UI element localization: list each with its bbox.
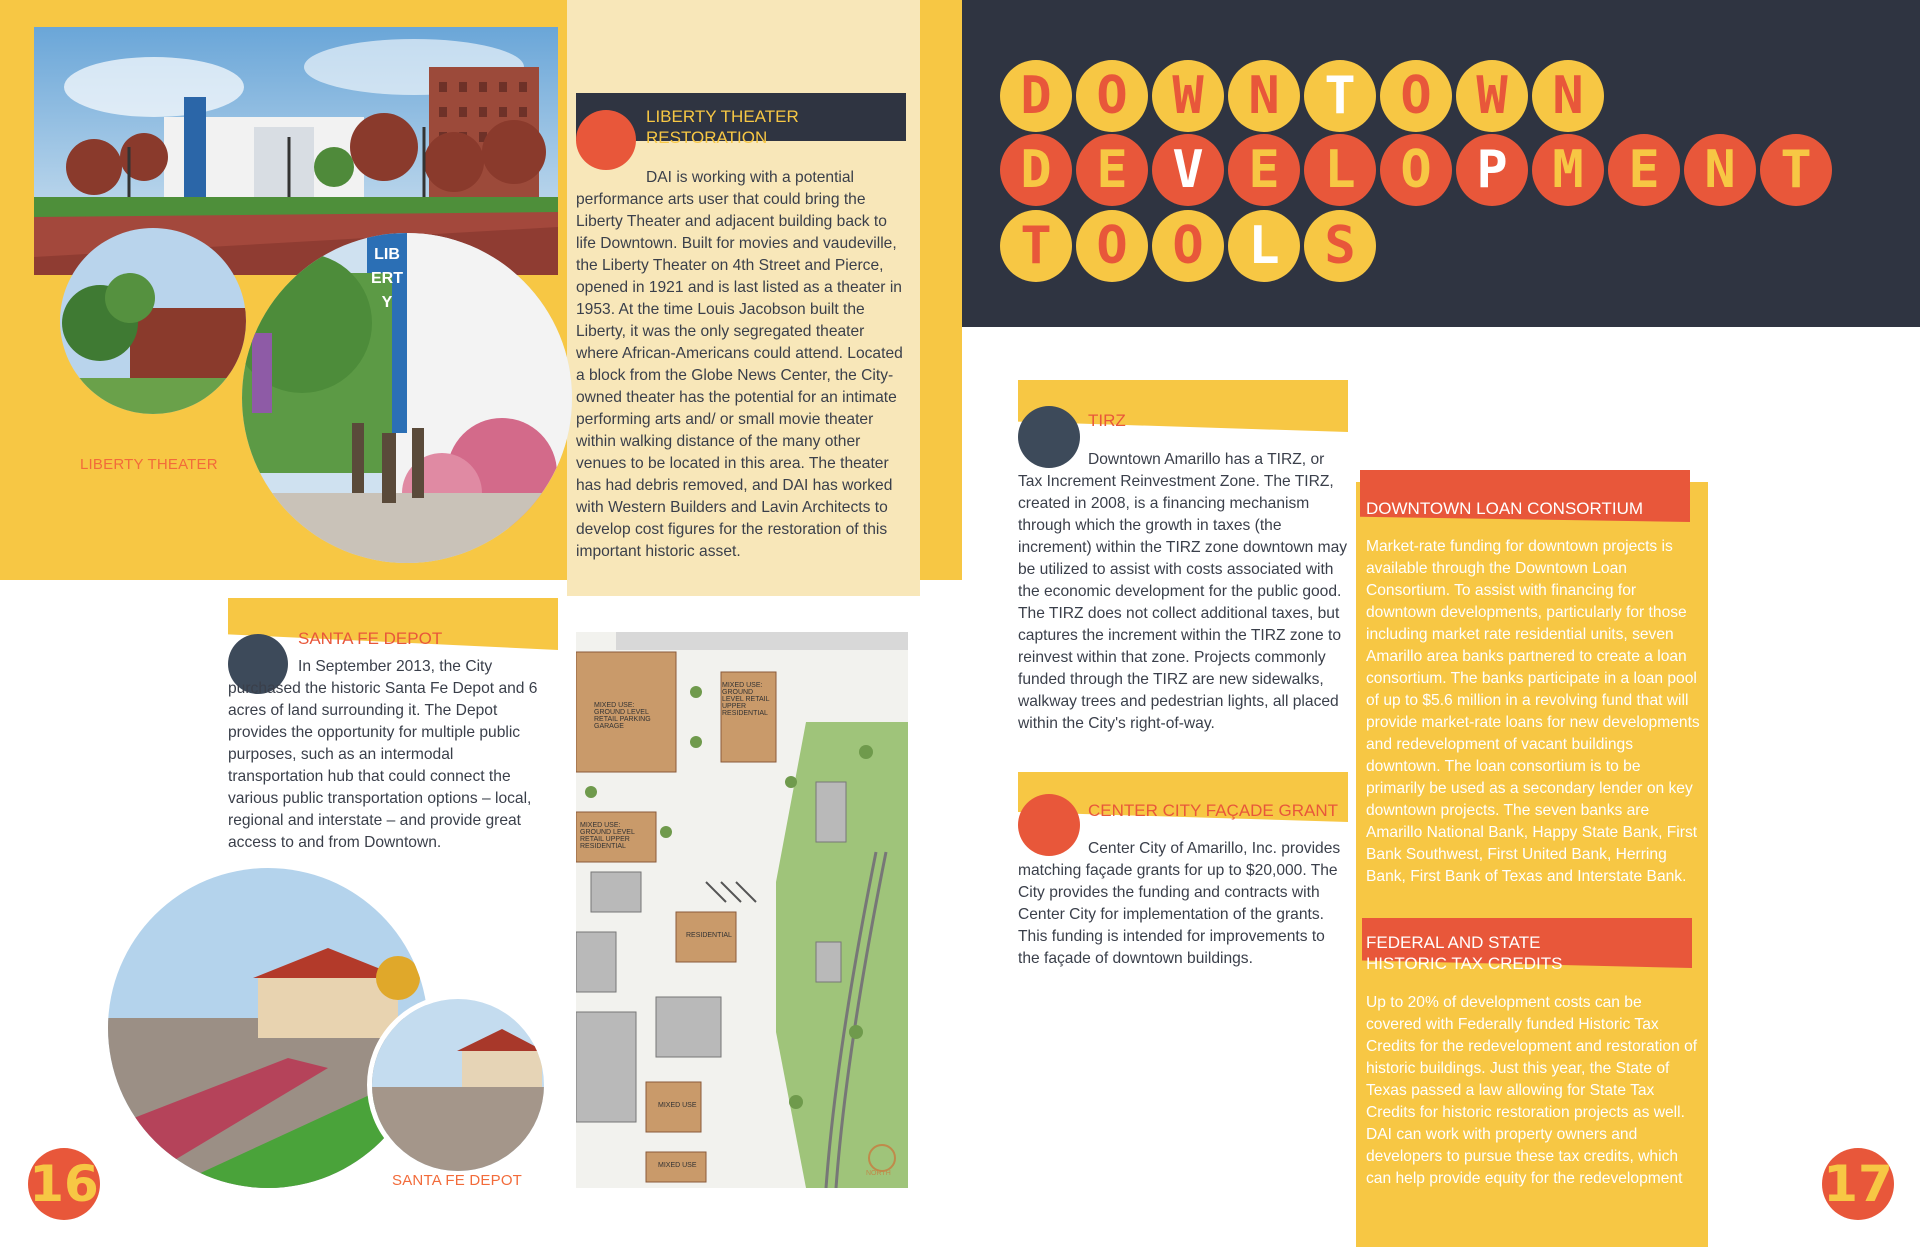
title-letter: D: [1000, 60, 1072, 132]
liberty-photo-caption: LIBERTY THEATER: [80, 456, 218, 473]
title-letter: L: [1304, 134, 1376, 206]
historic-body: Up to 20% of development costs can be covered with Federally funded Historic Tax Credits for the redevelopment and restoration of historic buildings. Just this year, the State of Texas passed a law allowing for State Tax Credits for historic restoration projects as well. DAI can work with property owners and developers to pursue these tax credits, which can help provide equity for the redevelopment: [1366, 994, 1698, 1187]
title-letter: W: [1456, 60, 1528, 132]
liberty-side-circle-photo: [60, 228, 246, 414]
title-letter: L: [1228, 210, 1300, 282]
title-letter: O: [1152, 210, 1224, 282]
site-plan-label-2: MIXED USE: GROUND LEVEL RETAIL UPPER RESIDENTIAL: [722, 682, 770, 717]
title-letter: T: [1304, 60, 1376, 132]
loan-heading: DOWNTOWN LOAN CONSORTIUM: [1366, 499, 1644, 518]
liberty-heading: LIBERTY THEATER RESTORATION: [646, 107, 799, 147]
site-plan-label-5: MIXED USE: [658, 1102, 697, 1109]
site-plan-label-6: MIXED USE: [658, 1162, 697, 1169]
site-plan-label-1: MIXED USE: GROUND LEVEL RETAIL PARKING GARAGE: [594, 702, 651, 730]
title-letter: N: [1532, 60, 1604, 132]
santa-fe-ground-circle-photo: [367, 994, 549, 1176]
title-letter: N: [1684, 134, 1756, 206]
santa-fe-site-plan: [576, 632, 908, 1188]
liberty-sign-circle-photo: [242, 233, 572, 563]
title-letter: O: [1076, 60, 1148, 132]
title-letter: E: [1228, 134, 1300, 206]
site-plan-label-4: RESIDENTIAL: [686, 932, 732, 939]
north-arrow-icon: [868, 1144, 896, 1172]
santa-fe-body: In September 2013, the City purchased the historic Santa Fe Depot and 6 acres of land surrounding it. The Depot provides the opportunity for multiple public purposes, such as an intermodal transportation hub that could connect the various public transportation options – local, regional and interstate – and provide great access to and from Downtown.: [228, 658, 538, 851]
historic-heading: FEDERAL AND STATE HISTORIC TAX CREDITS: [1366, 933, 1563, 973]
title-letter: S: [1304, 210, 1376, 282]
title-letter: E: [1608, 134, 1680, 206]
title-letter: D: [1000, 134, 1072, 206]
title-letter: T: [1760, 134, 1832, 206]
liberty-heading-dot: [576, 110, 636, 170]
title-letter: V: [1152, 134, 1224, 206]
page-number-right: 17: [1822, 1148, 1894, 1220]
santa-fe-depot-circle-photo: [108, 868, 428, 1188]
title-letter: O: [1076, 210, 1148, 282]
title-letter: W: [1152, 60, 1224, 132]
title-letter: M: [1532, 134, 1604, 206]
title-letter: P: [1456, 134, 1528, 206]
santa-fe-photo-caption: SANTA FE DEPOT: [392, 1172, 523, 1189]
site-plan-label-3: MIXED USE: GROUND LEVEL RETAIL UPPER RESIDENTIAL: [580, 822, 635, 850]
title-letter: O: [1380, 60, 1452, 132]
title-letter: E: [1076, 134, 1148, 206]
loan-body: Market-rate funding for downtown projects is available through the Downtown Loan Consortium. To assist with financing for downtown developments, particularly for those including market rate residential units, seven Amarillo area banks partnered to create a loan consortium. The banks participate in a loan pool of up to $5.6 million in a revolving fund that will provide market-rate loans for new developments and redevelopment of vacant buildings downtown. The loan consortium is to be primarily be used as a secondary lender on key downtown projects. The seven banks are Amarillo National Bank, Happy State Bank, First Bank Southwest, First United Bank, Herring Bank, First Bank of Texas and Interstate Bank.: [1366, 538, 1700, 885]
page-number-left: 16: [28, 1148, 100, 1220]
facade-heading: CENTER CITY FAÇADE GRANT: [1088, 801, 1338, 820]
title-letter: T: [1000, 210, 1072, 282]
facade-body: Center City of Amarillo, Inc. provides matching façade grants for up to $20,000. The City provides the funding and contracts with Center City for implementation of the grants. This funding is intended for improvements to the façade of downtown buildings.: [1018, 840, 1341, 967]
north-label: NORTH: [866, 1170, 891, 1177]
liberty-sign-text: LIBERTY: [371, 246, 403, 311]
title-letter: N: [1228, 60, 1300, 132]
santa-fe-heading: SANTA FE DEPOT: [298, 629, 443, 648]
tirz-heading: TIRZ: [1088, 411, 1126, 430]
tirz-body: Downtown Amarillo has a TIRZ, or Tax Increment Reinvestment Zone. The TIRZ, created in 2008, is a financing mechanism through which the growth in taxes (the increment) within the TIRZ zone downtown may be utilized to assist with costs associated with the economic development for the public good. The TIRZ does not collect additional taxes, but captures the increment within the TIRZ zone to reinvest within that zone. Projects commonly funded through the TIRZ are new sidewalks, walkway trees and pedestrian lights, all placed within the City's right-of-way.: [1018, 451, 1348, 732]
liberty-body: DAI is working with a potential performance arts user that could bring the Liberty Theater and adjacent building back to life Downtown. Built for movies and vaudeville, the Liberty Theater on 4th Street and Pierce, opened in 1921 and is last listed as a theater in 1953. At the time Louis Jacobson built the Liberty, it was the only segregated theater where African-Americans could attend. Located a block from the Globe News Center, the City-owned theater has the potential for an intimate performing arts and/ or small movie theater within walking distance of the many other venues to be located in this area. The theater has had debris removed, and DAI has worked with Western Builders and Lavin Architects to develop cost figures for the restoration of this important historic asset.: [576, 169, 903, 560]
title-letter: O: [1380, 134, 1452, 206]
